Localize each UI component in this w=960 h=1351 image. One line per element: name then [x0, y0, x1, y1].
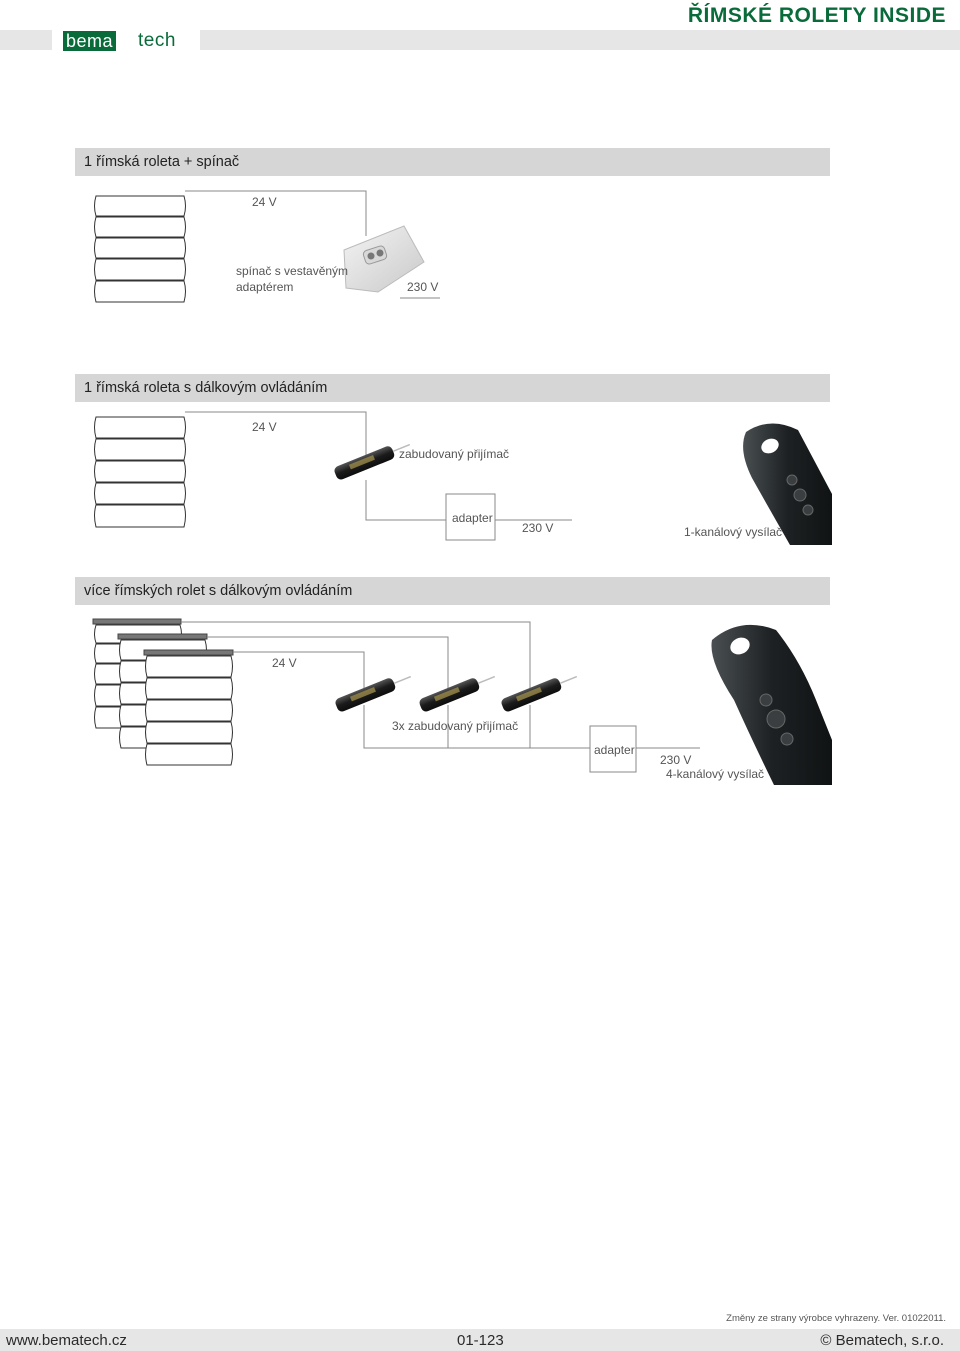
receiver-image-3c: [500, 670, 579, 713]
footer-website-link[interactable]: www.bematech.cz: [6, 1332, 127, 1349]
s1-switch-desc-2: adaptérem: [236, 280, 294, 294]
s3-receiver-label: 3x zabudovaný přijímač: [392, 719, 519, 733]
remote-4-channel-image: [711, 625, 832, 785]
roman-blinds-stack: [93, 619, 233, 765]
roman-blind-2: [95, 417, 186, 527]
s2-adapter-label: adapter: [452, 511, 493, 525]
s3-transmitter-label: 4-kanálový vysílač: [666, 767, 765, 781]
s2-receiver-label: zabudovaný přijímač: [399, 447, 510, 461]
section-2-title: 1 římská roleta s dálkovým ovládáním: [84, 380, 328, 396]
logo-tech: tech: [138, 30, 176, 51]
footer-copyright: © Bematech, s.r.o.: [820, 1332, 944, 1349]
s2-voltage-low: 24 V: [252, 420, 277, 434]
logo-bema: bema: [63, 31, 116, 51]
receiver-image-3b: [418, 670, 497, 713]
footer-notice: Změny ze strany výrobce vyhrazeny. Ver. 01022011.: [726, 1313, 946, 1324]
page-title: ŘÍMSKÉ ROLETY INSIDE: [687, 4, 946, 27]
s2-transmitter-label: 1-kanálový vysílač: [684, 525, 783, 539]
footer-page-number: 01-123: [457, 1332, 504, 1349]
s1-voltage-high: 230 V: [407, 280, 439, 294]
s1-voltage-low: 24 V: [252, 195, 277, 209]
s3-voltage-high: 230 V: [660, 753, 692, 767]
s3-adapter-label: adapter: [594, 743, 635, 757]
section-1-title: 1 římská roleta + spínač: [84, 154, 240, 170]
roman-blind-1: [95, 196, 186, 302]
s1-switch-desc-1: spínač s vestavěným: [236, 264, 349, 278]
s2-voltage-high: 230 V: [522, 521, 554, 535]
section-2-wires: [185, 412, 572, 520]
receiver-image-3a: [334, 670, 413, 713]
s3-voltage-low: 24 V: [272, 656, 297, 670]
section-3-title: více římských rolet s dálkovým ovládáním: [84, 583, 353, 599]
